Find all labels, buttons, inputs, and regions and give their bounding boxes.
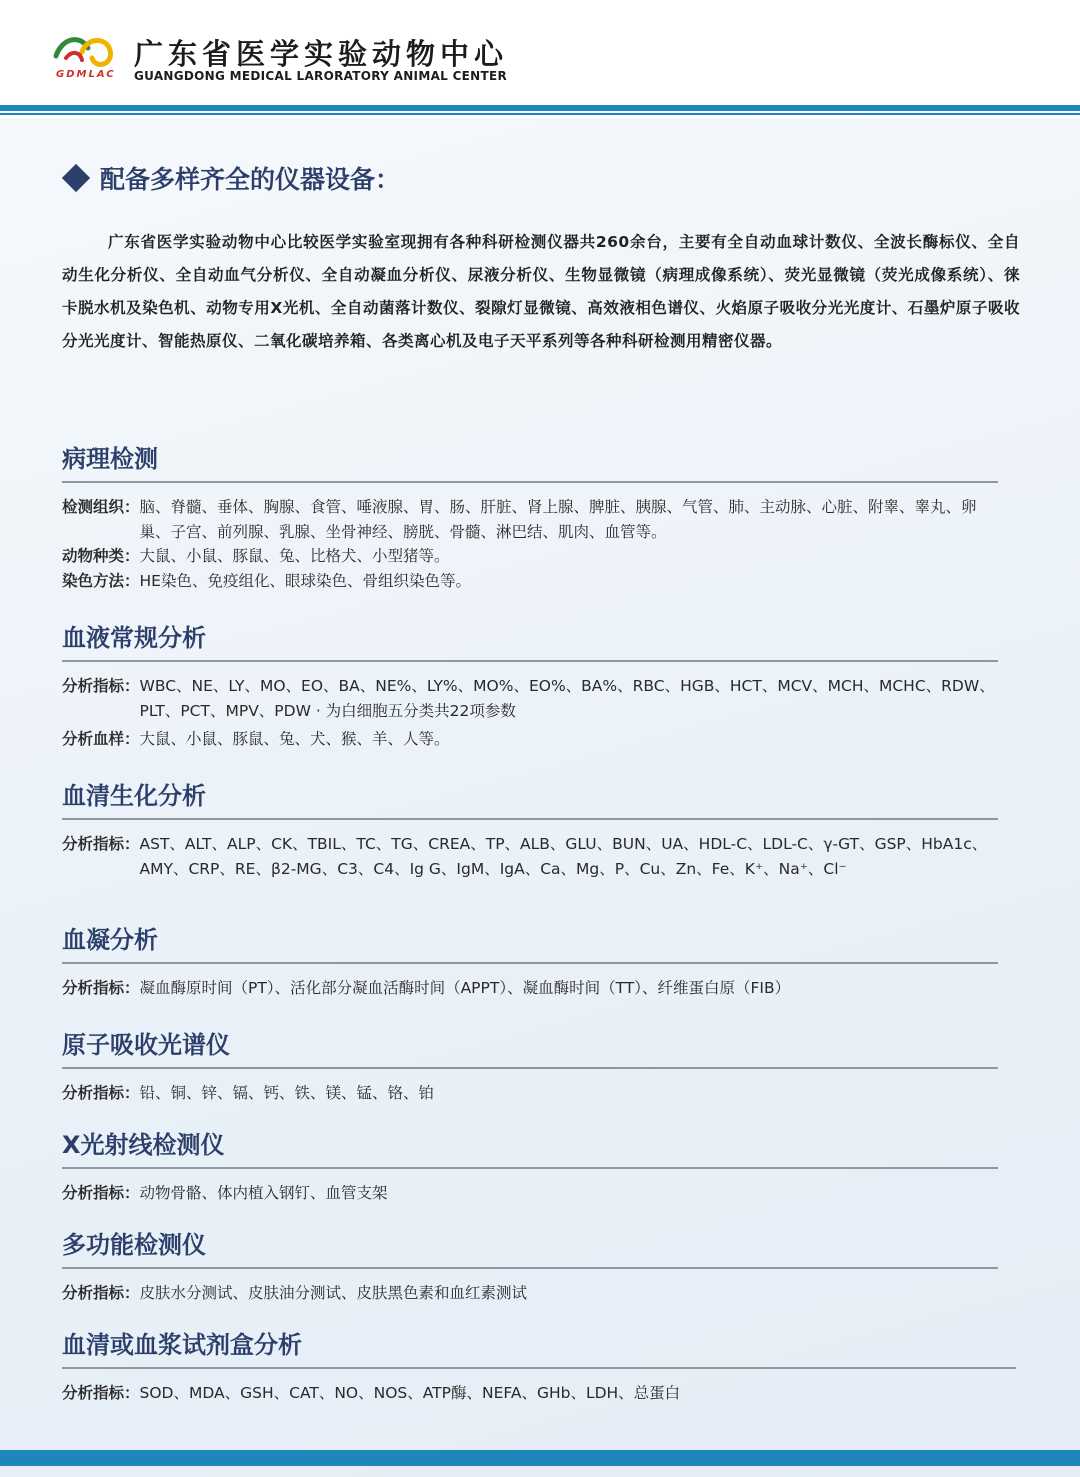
row-value: 大鼠、小鼠、豚鼠、兔、比格犬、小型猪等。	[139, 547, 450, 565]
section-title: 血清或血浆试剂盒分析	[62, 1329, 1016, 1369]
row-label: 分析指标：	[62, 979, 140, 997]
row-value: 铅、铜、锌、镉、钙、铁、镁、锰、铬、铂	[139, 1084, 435, 1102]
section-title: 病理检测	[62, 443, 998, 483]
section-title: 原子吸收光谱仪	[62, 1029, 998, 1069]
section-title: X光射线检测仪	[62, 1129, 998, 1169]
section-xray	[62, 1129, 998, 1210]
section-reagent-kit	[62, 1329, 1016, 1410]
row-value: 动物骨骼、体内植入钢钉、血管支架	[139, 1184, 388, 1202]
logo-text: GDMLAC	[56, 69, 116, 80]
header	[0, 0, 1080, 118]
section-multifunction	[62, 1229, 998, 1310]
row-value: WBC、NE、LY、MO、EO、BA、NE%、LY%、MO%、EO%、BA%、RBC、HGB、HCT、MCV、MCH、MCHC、RDW、PLT、PCT、MPV、PDW · 为白细胞五分类共22项参数	[139, 677, 995, 720]
diamond-bullet-icon	[62, 164, 90, 192]
row-value: SOD、MDA、GSH、CAT、NO、NOS、ATP酶、NEFA、GHb、LDH、总蛋白	[139, 1384, 681, 1402]
row-label: 分析指标：	[62, 1184, 140, 1202]
row-value: 皮肤水分测试、皮肤油分测试、皮肤黑色素和血红素测试	[139, 1284, 528, 1302]
info-row	[62, 1281, 998, 1306]
row-label: 分析指标：	[62, 835, 140, 853]
info-row	[62, 1081, 998, 1106]
row-label: 分析指标：	[62, 677, 140, 695]
info-row	[62, 674, 998, 723]
section-title: 多功能检测仪	[62, 1229, 998, 1269]
row-label: 分析指标：	[62, 1084, 140, 1102]
section-atomic-absorption	[62, 1029, 998, 1110]
info-row	[62, 569, 998, 594]
section-blood-routine	[62, 622, 998, 756]
info-row	[62, 495, 998, 544]
org-name-cn: 广东省医学实验动物中心	[134, 37, 509, 71]
row-label: 分析血样：	[62, 730, 140, 748]
intro-heading-text: 配备多样齐全的仪器设备：	[100, 165, 401, 194]
org-name-en: GUANGDONG MEDICAL LARORATORY ANIMAL CENTER	[134, 69, 508, 83]
intro-paragraph: 广东省医学实验动物中心比较医学实验室现拥有各种科研检测仪器共260余台，主要有全自动血球计数仪、全波长酶标仪、全自动生化分析仪、全自动血气分析仪、全自动凝血分析仪、尿液分析仪、生物显微镜（病理成像系统）、荧光显微镜（荧光成像系统）、徕卡脱水机及染色机、动物专用X光机、全自动菌落计数仪、裂隙灯显微镜、高效液相色谱仪、火焰原子吸收分光光度计、石墨炉原子吸收分光光度计、智能热原仪、二氧化碳培养箱、各类离心机及电子天平系列等各种科研检测用精密仪器。	[62, 233, 1020, 350]
info-row	[62, 727, 998, 752]
row-label: 分析指标：	[62, 1384, 140, 1402]
info-row	[62, 832, 998, 881]
row-label: 染色方法：	[62, 571, 140, 590]
info-row	[62, 1181, 998, 1206]
section-coagulation	[62, 924, 998, 1005]
section-pathology	[62, 443, 998, 593]
footer-bar	[0, 1450, 1080, 1466]
header-divider-thin	[0, 113, 1080, 115]
section-title: 血凝分析	[62, 924, 998, 964]
section-title: 血液常规分析	[62, 622, 998, 662]
row-value: 脑、脊髓、垂体、胸腺、食管、唾液腺、胃、肠、肝脏、肾上腺、脾脏、胰腺、气管、肺、主动脉、心脏、附睾、睾丸、卵巢、子宫、前列腺、乳腺、坐骨神经、膀胱、骨髓、淋巴结、肌肉、血管等。	[139, 498, 977, 541]
row-label: 动物种类：	[62, 547, 140, 565]
row-value: 凝血酶原时间（PT）、活化部分凝血活酶时间（APPT）、凝血酶时间（TT）、纤维蛋白原（FIB）	[139, 979, 791, 997]
row-label: 检测组织：	[62, 498, 140, 516]
section-serum-biochem	[62, 780, 998, 885]
info-row	[62, 544, 998, 569]
row-value: 大鼠、小鼠、豚鼠、兔、犬、猴、羊、人等。	[139, 730, 450, 748]
info-row	[62, 1381, 1016, 1406]
intro-heading	[62, 160, 400, 196]
row-label: 分析指标：	[62, 1284, 140, 1302]
info-row	[62, 976, 998, 1001]
row-value: HE染色、免疫组化、眼球染色、骨组织染色等。	[139, 571, 471, 590]
row-value: AST、ALT、ALP、CK、TBIL、TC、TG、CREA、TP、ALB、GLU、BUN、UA、HDL-C、LDL-C、γ-GT、GSP、HbA1c、AMY、CRP、RE、β2-MG、C3、C4、Ig G、IgM、IgA、Ca、Mg、P、Cu、Zn、Fe、K⁺、Na⁺、Cl⁻	[139, 835, 988, 878]
section-title: 血清生化分析	[62, 780, 998, 820]
header-divider-thick	[0, 105, 1080, 111]
